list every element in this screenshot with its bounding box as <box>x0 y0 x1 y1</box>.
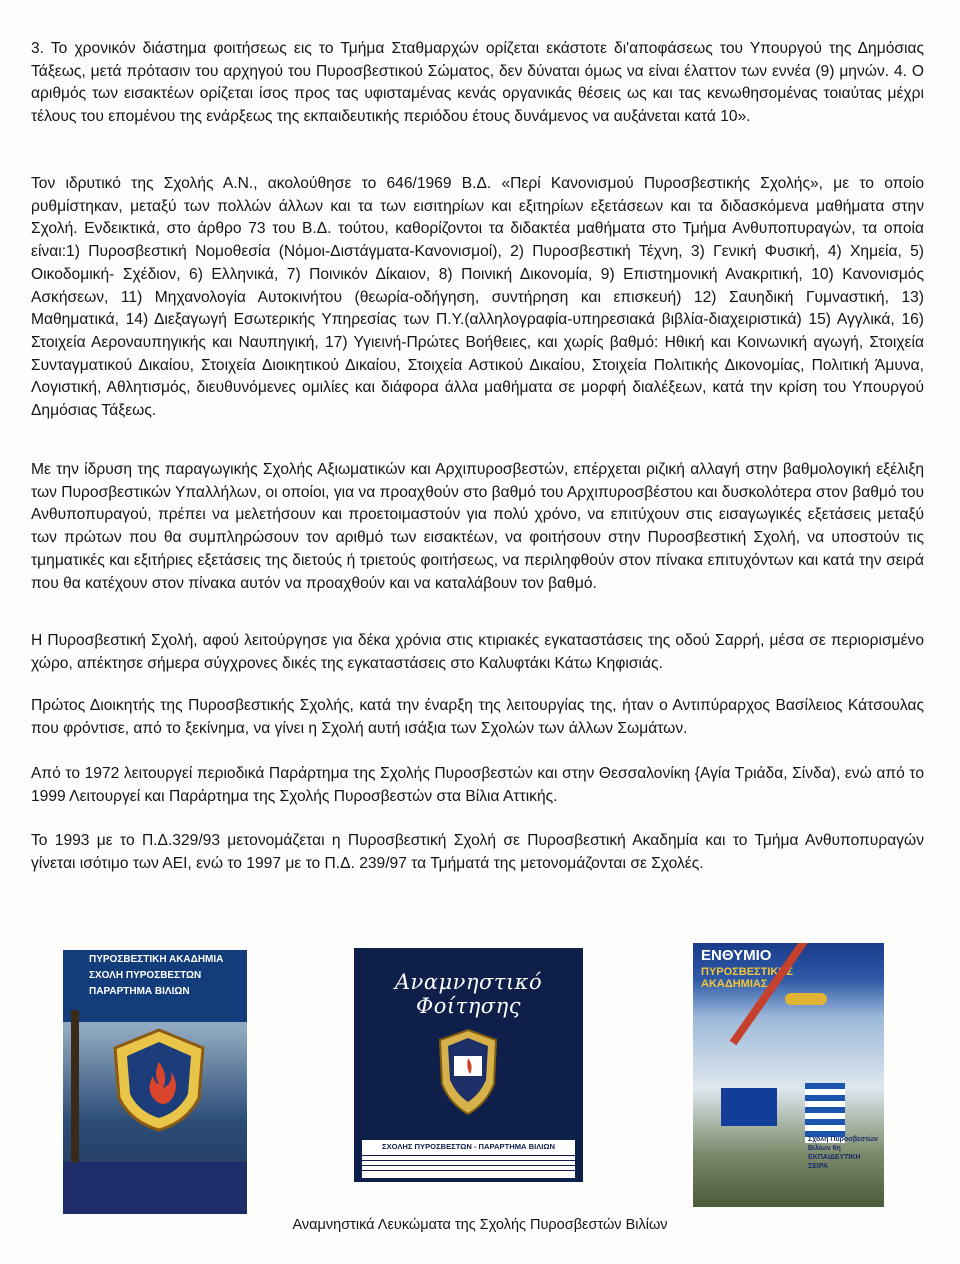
paragraph-officer-school: Με την ίδρυση της παραγωγικής Σχολής Αξιωματικών και Αρχιπυροσβεστών, επέρχεται ριζική αλλαγή στην βαθμολογική εξέλιξη των Πυροσβεστικών Υπαλλήλων, οι οποίοι, για να προαχθούν στο βαθμό του Αρχιπυροσβέστου και δυσκολότερα στον βαθμό του Ανθυποπυραγού, πρέπει να μελετήσουν και προετοιμαστούν για πολύ χρόνο, να επιτύχουν στις εισαγωγικές εξετάσεις μεταξύ των πρώτων που θα συμπληρώσουν τον αριθμό των εισακτέων, να φοιτήσουν στην Πυροσβεστική Σχολή, να υποστούν τις τμηματικές και εξιτήριες εξετάσεις της διετούς ή τριετούς φοιτήσεως, να περιληφθούν στον πίνακα επιτυχόντων και κατά την σειρά που θα κατέχουν στον πίνακα αυτόν να προαχθούν και να καταλάβουν τον βαθμό. <box>31 461 925 592</box>
album-cover-image <box>693 943 884 1207</box>
album-footer-text: ΣΧΟΛΗΣ ΠΥΡΟΣΒΕΣΤΩΝ - ΠΑΡΑΡΤΗΜΑ ΒΙΛΙΩΝ <box>382 1142 555 1151</box>
paragraph-branches: Από το 1972 λειτουργεί περιοδικά Παράρτημα της Σχολής Πυροσβεστών και στην Θεσσαλονίκη {Αγία Τριάδα, Σίνδα), ενώ από το 1999 Λειτουργεί και Παράρτημα της Σχολής Πυροσβεστών στα Βίλια Αττικής. <box>31 765 924 805</box>
album-text-line: ΠΥΡΟΣΒΕΣΤΙΚΗ ΑΚΑΔΗΜΙΑ <box>89 954 224 965</box>
album-footer-band <box>63 1162 247 1214</box>
greek-flag-figure <box>805 1083 845 1143</box>
fire-service-emblem-icon <box>111 1028 207 1132</box>
album-text-line: ΣΧΟΛΗ ΠΥΡΟΣΒΕΣΤΩΝ <box>89 970 202 981</box>
paragraph-first-commander: Πρώτος Διοικητής της Πυροσβεστικής Σχολής, κατά την έναρξη της λειτουργίας της, ήταν ο Αντιπύραρχος Βασίλειος Κάτσουλας που φρόντισε, από το ξεκίνημα, να γίνει η Σχολή αυτή ισάξια των Σχολών των άλλων Σωμάτων. <box>31 697 924 737</box>
album-subtitle: ΑΚΑΔΗΜΙΑΣ <box>701 978 768 990</box>
album-cover-image <box>354 948 583 1182</box>
fire-service-emblem-icon <box>436 1028 500 1118</box>
paragraph-facilities: Η Πυροσβεστική Σχολή, αφού λειτούργησε για δέκα χρόνια στις κτιριακές εγκαταστάσεις της οδού Σαρρή, μέσα σε περιορισμένο χώρο, απέκτησε σήμερα σύγχρονες δικές της εγκαταστάσεις στο Καλυφτάκι Κάτω Κηφισιάς. <box>31 632 924 672</box>
eu-flag-figure <box>721 1088 777 1126</box>
album-caption: Σχολή Πυροσβεστών Βιλίων 6η ΕΚΠΑΙΔΕΥΤΙΚΗ ΣΕΙΡΑ <box>808 1136 879 1170</box>
album-title: Αναμνηστικό Φοίτησης <box>394 970 543 1018</box>
album-title: ΕΝΘΥΜΙΟ <box>701 947 772 964</box>
paragraph-founding-decree: Τον ιδρυτικό της Σχολής Α.Ν., ακολούθησε το 646/1969 Β.Δ. «Περί Κανονισμού Πυροσβεστικής Σχολής», με το οποίο ρυθμίστηκαν, μεταξύ των πολλών άλλων και τα των εισιτηρίων και εξιτηρίων εξετάσεων και τα διδασκόμενα μαθήματα στην Σχολή. Ενδεικτικά, στο άρθρο 73 του Β.Δ. τούτου, καθορίζοντοι τα διδακτέα μαθήματα στο Τμήμα Ανθυποπυραγών, τα οποία είναι:1) Πυροσβεστική Νομοθεσία (Νόμοι-Διστάγματα-Κανονισμοί), 2) Πυροσβεστική Τέχνη, 3) Γενική Φυσική, 4) Χημεία, 5) Οικοδομική- Σχέδιον, 6) Ελληνικά, 7) Ποινικόν Δίκαιον, 8) Ποινική Δικονομία, 9) Επιστημονική Ανακριτική, 10) Κανονισμός Ασκήσεων, 11) Μηχανολογία Αυτοκινήτου (θεωρία-οδήγηση, συντήρηση και επισκευή) 12) Σαυηδική Γυμναστική, 13) Μαθηματικά, 14) Διεξαγωγή Εσωτερικής Υπηρεσίας των Π.Υ.(αλληλογραφία-υπηρεσιακά βιβλία-διαχειριστικά) 15) Αγγλικά, 16) Στοιχεία Αεροναυπηγικής και Ναυπηγική, 17) Υγιεινή-Πρώτες Βοήθειες, και χωρίς βαθμό: Ηθική και Κοινωνική αγωγή, Στοιχεία Συνταγματικού Δικαίου, Στοιχεία Διοικητικού Δικαίου, Στοιχεία Αστικού Δικαίου, Στοιχεία Πολιτικής Δικονομίας, Πολιτική Άμυνα, Λογιστική, Αθλητισμός, διευθυνόμενες ομιλίες και διάφορα άλλα μαθήματα σε μορφή διαλέξεων, κατά την κρίση του Υπουργού Δημόσιας Τάξεως. <box>31 175 924 420</box>
album-text-line: ΠΑΡΑΡΤΗΜΑ ΒΙΛΙΩΝ <box>89 986 190 997</box>
album-subtitle: ΠΥΡΟΣΒΕΣΤΙΚΗΣ <box>701 966 793 978</box>
album-footer-fine-print <box>362 1155 575 1175</box>
figure-caption: Αναμνηστικά Λευκώματα της Σχολής Πυροσβεστών Βιλίων <box>292 1217 668 1233</box>
album-cover-image <box>63 950 247 1214</box>
aircraft-figure <box>785 993 827 1005</box>
paragraph-academy-rename: Το 1993 με το Π.Δ.329/93 μετονομάζεται η Πυροσβεστική Σχολή σε Πυροσβεστική Ακαδημία και το Τμήμα Ανθυποπυραγών γίνεται ισότιμο των ΑΕΙ, ενώ το 1997 με το Π.Δ. 239/97 τα Τμήματά της μετονομάζονται σε Σχολές. <box>31 832 924 872</box>
album-footer <box>362 1140 575 1178</box>
paragraph-admission-duration: 3. Το χρονικόν διάστημα φοιτήσεως εις το Τμήμα Σταθμαρχών ορίζεται εκάστοτε δι'αποφάσεως του Υπουργού της Δημόσιας Τάξεως, μετά πρότασιν του αρχηγού του Πυροσβεστικού Σώματος, δεν δύναται όμως να είναι έλαττον των εννέα (9) μηνών. 4. Ο αριθμός των εισακτέων ορίζεται ίσος προς τας υφισταμένας κενάς οργανικάς θέσεις ως και τας κενωθησομένας τοιαύτας μέχρι τέλους του επομένου της ενάρξεως της εκπαιδευτικής περιόδου έτους δυνάμενος να αυξάνεται κατά 10». <box>31 40 924 126</box>
